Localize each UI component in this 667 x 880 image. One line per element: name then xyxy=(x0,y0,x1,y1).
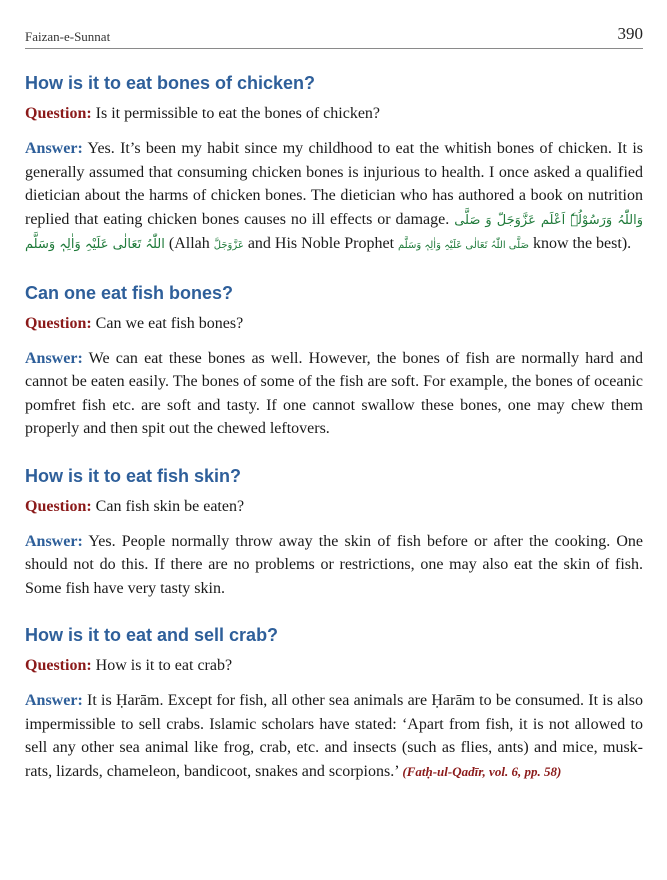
answer-tail-2: and His Noble Prophet xyxy=(247,235,395,252)
section-heading: Can one eat fish bones? xyxy=(25,282,234,303)
section-crab xyxy=(25,622,643,783)
question-label: Question: xyxy=(25,105,92,122)
answer-text: Yes. It’s been my habit since my childhood to eat the whitish bones of chicken. It is generally assumed that consuming chicken bones is injurious to health. I once asked a qualified dietician about the harms of chicken bones. The dietician who has authored a book on nutrition replied that eating chicken bones causes no ill effects or damage. xyxy=(25,140,643,228)
answer-tail-1: (Allah xyxy=(168,235,210,252)
answer-label: Answer: xyxy=(25,692,83,709)
answer-text: We can eat these bones as well. However, the bones of fish are normally hard and cannot be eaten easily. The bones of some of the fish are soft. For example, the bones of oceanic pomfret fish etc. are soft and tasty. If one cannot swallow these bones, one may chew them properly and then spit out the chewed leftovers. xyxy=(25,349,643,437)
answer-label: Answer: xyxy=(25,349,83,367)
question xyxy=(25,312,643,335)
section-fish-skin xyxy=(25,463,643,601)
section-heading: How is it to eat fish skin? xyxy=(25,465,242,486)
question-label: Question: xyxy=(25,657,92,674)
section-fish-bones xyxy=(25,280,643,441)
question xyxy=(25,654,643,677)
question-label: Question: xyxy=(25,314,92,332)
reference-citation: (Fatḥ-ul-Qadīr, vol. 6, pp. 58) xyxy=(402,763,562,779)
question-text: Can fish skin be eaten? xyxy=(95,497,245,515)
answer-label: Answer: xyxy=(25,140,83,157)
question-label: Question: xyxy=(25,497,92,515)
page-number: 390 xyxy=(617,24,643,43)
answer-tail-3: know the best). xyxy=(532,235,632,252)
arabic-azza-wajal: عَزَّوَجَلَّ xyxy=(213,240,244,251)
question xyxy=(25,495,643,518)
page-content xyxy=(25,70,643,805)
question xyxy=(25,102,643,125)
question-text: Can we eat fish bones? xyxy=(95,314,244,332)
arabic-phrase: وَاللّٰہُ وَرَسُوْلُہٗ اَعْلَم عَزَّوَجَلّ وَ صَلَّی اللّٰہُ تَعَالٰی عَلَیْہِ وَاٰلِہٖ وَسَلَّم xyxy=(25,212,643,252)
answer xyxy=(25,137,643,258)
section-chicken-bones xyxy=(25,70,643,258)
question-text: Is it permissible to eat the bones of chicken? xyxy=(95,105,381,122)
section-heading: How is it to eat bones of chicken? xyxy=(25,73,316,93)
page-header xyxy=(25,22,643,49)
book-title: Faizan-e-Sunnat xyxy=(25,29,111,44)
question-text: How is it to eat crab? xyxy=(95,657,233,674)
answer xyxy=(25,689,643,783)
section-heading: How is it to eat and sell crab? xyxy=(25,625,279,645)
answer-text: It is Ḥarām. Except for fish, all other sea animals are Ḥarām to be consumed. It is also impermissible to sell crabs. Islamic scholars have stated: ‘Apart from fish, it is not allowed to sell any other sea animal like frog, crab, etc. and insects (such as flies, ants) and mice, musk-rats, lizards, chameleon, bandicoot, snakes and scorpions.’ xyxy=(25,692,643,780)
arabic-salutation: صَلَّی اللّٰہُ تَعَالٰی عَلَیْہِ وَاٰلِہٖ وَسَلَّم xyxy=(398,240,529,251)
answer-text: Yes. People normally throw away the skin of fish before or after the cooking. One should not do this. If there are no problems or restrictions, one may also eat the skin of fish. Some fish have very tasty skin. xyxy=(25,532,644,597)
answer-label: Answer: xyxy=(25,532,83,550)
answer xyxy=(25,347,643,441)
answer xyxy=(25,530,643,601)
